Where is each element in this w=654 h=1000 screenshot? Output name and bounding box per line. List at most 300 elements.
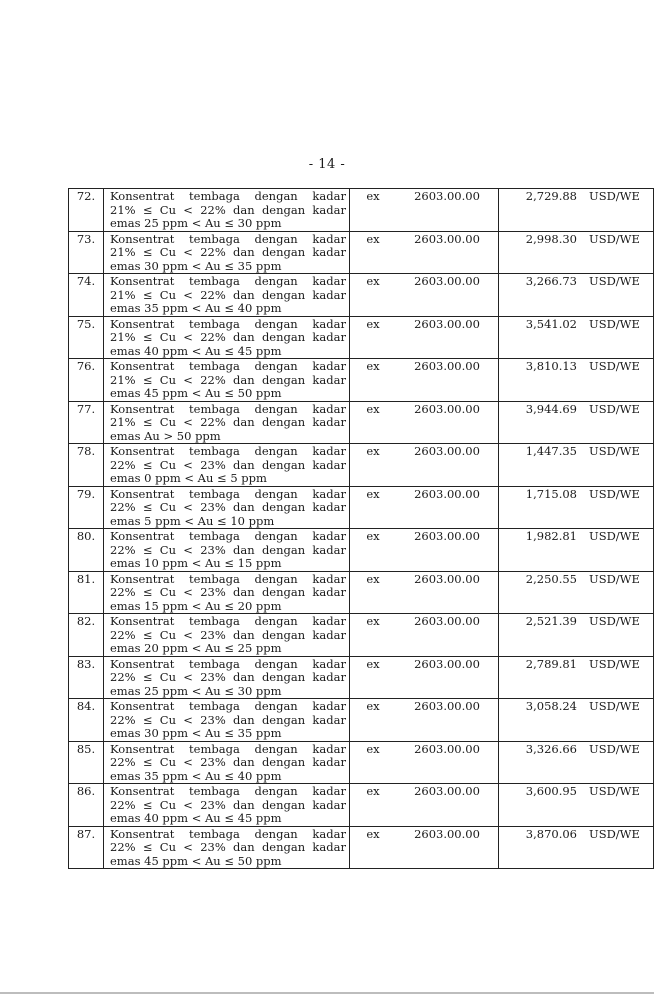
- description-word: dan: [233, 372, 255, 387]
- description-line: emas 35 ppm < Au ≤ 40 ppm: [110, 768, 282, 783]
- description-line: [110, 629, 346, 643]
- table-row: [69, 826, 654, 869]
- description-word: dengan: [254, 784, 298, 798]
- description-word: Cu: [159, 500, 176, 514]
- price-value: 3,944.69: [499, 401, 584, 444]
- description-line: [110, 530, 346, 544]
- description-line: [110, 714, 346, 728]
- description-word: 21%: [110, 245, 136, 259]
- description-word: kadar: [312, 670, 346, 684]
- price-value: 2,250.55: [499, 571, 584, 614]
- description-word: 22%: [110, 542, 136, 557]
- price-unit: USD/WE: [583, 529, 654, 572]
- description-word: dengan: [254, 316, 298, 331]
- description-word: dan: [233, 415, 255, 429]
- hs-code: 2603.00.00: [396, 656, 499, 699]
- description-word: dan: [233, 202, 255, 217]
- price-unit: USD/WE: [583, 359, 654, 402]
- price-value: 3,326.66: [499, 741, 584, 784]
- description-word: Cu: [159, 627, 176, 642]
- description-line: [110, 573, 346, 587]
- ex-marker: ex: [350, 656, 397, 699]
- price-unit: USD/WE: [583, 741, 654, 784]
- description-word: dengan: [254, 571, 298, 586]
- description-word: 23%: [200, 840, 226, 854]
- product-description: [104, 571, 350, 614]
- description-line: [110, 700, 346, 714]
- ex-marker: ex: [350, 359, 397, 402]
- description-word: dengan: [261, 245, 306, 259]
- product-description: [104, 231, 350, 274]
- table-row: [69, 359, 654, 402]
- description-word: dan: [233, 797, 255, 812]
- description-line: emas 30 ppm < Au ≤ 35 ppm: [110, 258, 282, 273]
- description-word: tembaga: [189, 826, 240, 841]
- description-word: tembaga: [189, 401, 240, 416]
- description-word: kadar: [312, 755, 346, 769]
- price-value: 3,266.73: [499, 274, 584, 317]
- description-line: [110, 275, 346, 289]
- product-description: [104, 614, 350, 657]
- description-word: 22%: [110, 755, 136, 769]
- description-line: emas 45 ppm < Au ≤ 50 ppm: [110, 853, 282, 868]
- description-word: tembaga: [189, 444, 240, 458]
- description-word: ≤: [142, 670, 153, 684]
- table-row: [69, 444, 654, 487]
- description-word: dengan: [254, 614, 298, 628]
- description-word: Cu: [159, 457, 176, 472]
- description-word: ≤: [142, 500, 153, 514]
- description-word: tembaga: [189, 274, 240, 288]
- description-line: [110, 374, 346, 388]
- description-word: Cu: [159, 415, 176, 429]
- description-word: Konsentrat: [110, 231, 175, 246]
- description-word: Konsentrat: [110, 486, 175, 501]
- description-line: [110, 544, 346, 558]
- price-unit: USD/WE: [583, 571, 654, 614]
- hs-code: 2603.00.00: [396, 571, 499, 614]
- description-word: ≤: [142, 202, 153, 217]
- table-row: [69, 401, 654, 444]
- hs-code: 2603.00.00: [396, 444, 499, 487]
- ex-marker: ex: [350, 486, 397, 529]
- description-word: Cu: [159, 287, 176, 302]
- price-unit: USD/WE: [583, 826, 654, 869]
- description-word: Konsentrat: [110, 656, 175, 671]
- hs-code: 2603.00.00: [396, 231, 499, 274]
- description-word: ≤: [142, 712, 153, 727]
- description-word: Cu: [159, 202, 176, 217]
- hs-code: 2603.00.00: [396, 401, 499, 444]
- description-word: 22%: [110, 500, 136, 514]
- description-line: [110, 671, 346, 685]
- description-word: dan: [233, 330, 255, 344]
- description-word: dengan: [254, 401, 298, 416]
- description-word: kadar: [312, 316, 346, 331]
- description-word: <: [183, 840, 193, 854]
- description-word: Konsentrat: [110, 784, 175, 798]
- tariff-table: [68, 188, 654, 869]
- description-word: kadar: [312, 457, 346, 472]
- row-number: 75.: [69, 316, 104, 359]
- description-word: tembaga: [189, 189, 240, 203]
- description-word: 23%: [200, 457, 226, 472]
- description-word: Konsentrat: [110, 359, 175, 373]
- description-line: [110, 501, 346, 515]
- description-word: Cu: [159, 330, 176, 344]
- description-word: tembaga: [189, 741, 240, 756]
- price-unit: USD/WE: [583, 316, 654, 359]
- description-word: Konsentrat: [110, 274, 175, 288]
- description-word: <: [183, 585, 193, 599]
- price-unit: USD/WE: [583, 401, 654, 444]
- product-description: [104, 359, 350, 402]
- description-line: [110, 615, 346, 629]
- description-word: 23%: [200, 542, 226, 557]
- hs-code: 2603.00.00: [396, 826, 499, 869]
- hs-code: 2603.00.00: [396, 614, 499, 657]
- table-row: [69, 656, 654, 699]
- description-word: tembaga: [189, 529, 240, 543]
- description-word: ≤: [142, 585, 153, 599]
- description-line: emas 30 ppm < Au ≤ 35 ppm: [110, 726, 282, 740]
- description-word: Cu: [159, 712, 176, 727]
- description-line: [110, 233, 346, 247]
- ex-marker: ex: [350, 274, 397, 317]
- description-line: [110, 743, 346, 757]
- price-value: 2,729.88: [499, 189, 584, 232]
- description-line: [110, 586, 346, 600]
- product-description: [104, 699, 350, 742]
- hs-code: 2603.00.00: [396, 784, 499, 827]
- row-number: 74.: [69, 274, 104, 317]
- description-word: dan: [233, 245, 255, 259]
- description-word: dan: [233, 627, 255, 642]
- hs-code: 2603.00.00: [396, 316, 499, 359]
- row-number: 72.: [69, 189, 104, 232]
- description-word: dan: [233, 500, 255, 514]
- table-row: [69, 784, 654, 827]
- hs-code: 2603.00.00: [396, 486, 499, 529]
- description-line: [110, 403, 346, 417]
- description-word: Cu: [159, 797, 176, 812]
- description-word: Konsentrat: [110, 316, 175, 331]
- description-word: kadar: [312, 797, 346, 812]
- description-word: kadar: [312, 571, 346, 586]
- description-word: Konsentrat: [110, 444, 175, 458]
- ex-marker: ex: [350, 699, 397, 742]
- table-row: [69, 189, 654, 232]
- description-word: dengan: [261, 542, 306, 557]
- description-line: [110, 318, 346, 332]
- description-word: dan: [233, 585, 255, 599]
- description-word: <: [183, 670, 193, 684]
- scan-edge-divider: [0, 992, 654, 994]
- description-word: dengan: [261, 840, 306, 854]
- description-word: 21%: [110, 330, 136, 344]
- product-description: [104, 656, 350, 699]
- description-word: kadar: [312, 287, 346, 302]
- description-line: emas 35 ppm < Au ≤ 40 ppm: [110, 301, 282, 315]
- description-word: dengan: [261, 712, 306, 727]
- description-word: dengan: [261, 202, 306, 217]
- description-word: dengan: [261, 585, 306, 599]
- description-word: Cu: [159, 585, 176, 599]
- description-word: Cu: [159, 755, 176, 769]
- description-word: <: [183, 287, 193, 302]
- description-line: [110, 459, 346, 473]
- hs-code: 2603.00.00: [396, 189, 499, 232]
- product-description: [104, 784, 350, 827]
- description-word: <: [183, 797, 193, 812]
- description-word: dan: [233, 755, 255, 769]
- description-line: [110, 289, 346, 303]
- description-word: Cu: [159, 245, 176, 259]
- description-line: emas 10 ppm < Au ≤ 15 ppm: [110, 556, 282, 570]
- description-word: Cu: [159, 542, 176, 557]
- description-word: kadar: [312, 372, 346, 387]
- ex-marker: ex: [350, 529, 397, 572]
- table-row: [69, 316, 654, 359]
- description-word: <: [183, 500, 193, 514]
- description-word: 22%: [110, 585, 136, 599]
- description-word: Konsentrat: [110, 189, 175, 203]
- description-word: <: [183, 542, 193, 557]
- ex-marker: ex: [350, 784, 397, 827]
- ex-marker: ex: [350, 189, 397, 232]
- description-word: kadar: [312, 712, 346, 727]
- row-number: 84.: [69, 699, 104, 742]
- table-row: [69, 571, 654, 614]
- product-description: [104, 444, 350, 487]
- description-word: <: [183, 755, 193, 769]
- description-word: Konsentrat: [110, 571, 175, 586]
- description-word: 22%: [200, 202, 226, 217]
- price-value: 2,998.30: [499, 231, 584, 274]
- description-word: dengan: [254, 486, 298, 501]
- description-word: dan: [233, 712, 255, 727]
- description-word: Cu: [159, 840, 176, 854]
- description-word: 23%: [200, 500, 226, 514]
- description-line: emas 25 ppm < Au ≤ 30 ppm: [110, 683, 282, 698]
- description-line: [110, 416, 346, 430]
- description-word: dengan: [254, 699, 298, 713]
- description-word: 22%: [200, 245, 226, 259]
- row-number: 78.: [69, 444, 104, 487]
- hs-code: 2603.00.00: [396, 274, 499, 317]
- price-value: 3,810.13: [499, 359, 584, 402]
- description-line: emas 40 ppm < Au ≤ 45 ppm: [110, 811, 282, 825]
- description-line: emas 0 ppm < Au ≤ 5 ppm: [110, 471, 267, 485]
- ex-marker: ex: [350, 444, 397, 487]
- description-line: [110, 246, 346, 260]
- description-line: [110, 841, 346, 855]
- description-word: kadar: [312, 202, 346, 217]
- page-number: - 14 -: [308, 157, 346, 172]
- description-word: ≤: [142, 245, 153, 259]
- description-word: <: [183, 245, 193, 259]
- table-row: [69, 274, 654, 317]
- description-word: dengan: [254, 231, 298, 246]
- row-number: 76.: [69, 359, 104, 402]
- price-value: 2,789.81: [499, 656, 584, 699]
- row-number: 86.: [69, 784, 104, 827]
- description-word: dan: [233, 840, 255, 854]
- description-line: emas 20 ppm < Au ≤ 25 ppm: [110, 641, 282, 655]
- description-word: kadar: [312, 415, 346, 429]
- description-word: <: [183, 415, 193, 429]
- description-word: dengan: [261, 670, 306, 684]
- description-word: kadar: [312, 330, 346, 344]
- product-description: [104, 826, 350, 869]
- ex-marker: ex: [350, 571, 397, 614]
- description-word: Konsentrat: [110, 529, 175, 543]
- tariff-table-body: [69, 189, 654, 869]
- product-description: [104, 189, 350, 232]
- description-word: 23%: [200, 755, 226, 769]
- description-word: Konsentrat: [110, 401, 175, 416]
- description-word: kadar: [312, 784, 346, 798]
- description-word: ≤: [142, 542, 153, 557]
- row-number: 80.: [69, 529, 104, 572]
- description-word: Konsentrat: [110, 741, 175, 756]
- description-line: [110, 331, 346, 345]
- description-word: dan: [233, 670, 255, 684]
- description-line: emas 25 ppm < Au ≤ 30 ppm: [110, 216, 282, 230]
- description-word: dengan: [254, 656, 298, 671]
- description-word: Konsentrat: [110, 699, 175, 713]
- description-line: [110, 360, 346, 374]
- description-word: kadar: [312, 699, 346, 713]
- description-line: [110, 204, 346, 218]
- description-word: dan: [233, 457, 255, 472]
- description-word: kadar: [312, 189, 346, 203]
- ex-marker: ex: [350, 316, 397, 359]
- description-word: 22%: [200, 330, 226, 344]
- description-word: <: [183, 457, 193, 472]
- hs-code: 2603.00.00: [396, 699, 499, 742]
- description-line: [110, 799, 346, 813]
- ex-marker: ex: [350, 401, 397, 444]
- description-word: kadar: [312, 401, 346, 416]
- description-line: emas 5 ppm < Au ≤ 10 ppm: [110, 513, 275, 528]
- description-word: dengan: [261, 457, 306, 472]
- description-line: [110, 190, 346, 204]
- description-word: kadar: [312, 444, 346, 458]
- description-word: kadar: [312, 529, 346, 543]
- price-value: 3,541.02: [499, 316, 584, 359]
- row-number: 73.: [69, 231, 104, 274]
- product-description: [104, 529, 350, 572]
- description-word: 22%: [200, 372, 226, 387]
- price-unit: USD/WE: [583, 784, 654, 827]
- description-word: tembaga: [189, 699, 240, 713]
- description-line: [110, 785, 346, 799]
- description-word: <: [183, 627, 193, 642]
- description-word: <: [183, 330, 193, 344]
- description-word: tembaga: [189, 614, 240, 628]
- hs-code: 2603.00.00: [396, 741, 499, 784]
- description-word: kadar: [312, 542, 346, 557]
- description-word: tembaga: [189, 656, 240, 671]
- product-description: [104, 486, 350, 529]
- description-word: tembaga: [189, 784, 240, 798]
- description-word: dengan: [261, 287, 306, 302]
- description-word: 23%: [200, 670, 226, 684]
- description-word: <: [183, 372, 193, 387]
- description-line: emas 40 ppm < Au ≤ 45 ppm: [110, 343, 282, 358]
- description-word: ≤: [142, 415, 153, 429]
- table-row: [69, 741, 654, 784]
- description-word: kadar: [312, 656, 346, 671]
- price-value: 3,600.95: [499, 784, 584, 827]
- price-unit: USD/WE: [583, 699, 654, 742]
- row-number: 77.: [69, 401, 104, 444]
- description-line: [110, 488, 346, 502]
- description-word: dan: [233, 542, 255, 557]
- description-word: kadar: [312, 231, 346, 246]
- description-word: dengan: [254, 189, 298, 203]
- description-word: kadar: [312, 359, 346, 373]
- description-word: 23%: [200, 712, 226, 727]
- description-word: 22%: [110, 840, 136, 854]
- description-word: tembaga: [189, 231, 240, 246]
- description-word: dengan: [254, 741, 298, 756]
- description-word: 21%: [110, 287, 136, 302]
- description-line: [110, 756, 346, 770]
- description-word: dengan: [261, 627, 306, 642]
- product-description: [104, 401, 350, 444]
- price-value: 1,982.81: [499, 529, 584, 572]
- description-word: kadar: [312, 500, 346, 514]
- description-line: emas Au > 50 ppm: [110, 428, 221, 443]
- ex-marker: ex: [350, 826, 397, 869]
- table-row: [69, 529, 654, 572]
- price-value: 3,870.06: [499, 826, 584, 869]
- description-word: <: [183, 202, 193, 217]
- hs-code: 2603.00.00: [396, 359, 499, 402]
- description-word: kadar: [312, 614, 346, 628]
- description-word: 22%: [110, 627, 136, 642]
- price-unit: USD/WE: [583, 189, 654, 232]
- product-description: [104, 316, 350, 359]
- row-number: 82.: [69, 614, 104, 657]
- description-word: ≤: [142, 797, 153, 812]
- table-row: [69, 699, 654, 742]
- description-word: 21%: [110, 372, 136, 387]
- description-word: 22%: [110, 712, 136, 727]
- description-word: tembaga: [189, 359, 240, 373]
- price-unit: USD/WE: [583, 444, 654, 487]
- description-word: tembaga: [189, 571, 240, 586]
- description-word: 22%: [110, 670, 136, 684]
- description-word: <: [183, 712, 193, 727]
- row-number: 81.: [69, 571, 104, 614]
- description-word: 21%: [110, 202, 136, 217]
- product-description: [104, 274, 350, 317]
- description-word: 22%: [200, 287, 226, 302]
- description-word: dengan: [261, 372, 306, 387]
- ex-marker: ex: [350, 741, 397, 784]
- description-word: Konsentrat: [110, 826, 175, 841]
- table-row: [69, 614, 654, 657]
- ex-marker: ex: [350, 614, 397, 657]
- price-unit: USD/WE: [583, 614, 654, 657]
- description-word: dengan: [261, 330, 306, 344]
- description-word: 23%: [200, 627, 226, 642]
- description-word: dengan: [254, 359, 298, 373]
- table-row: [69, 486, 654, 529]
